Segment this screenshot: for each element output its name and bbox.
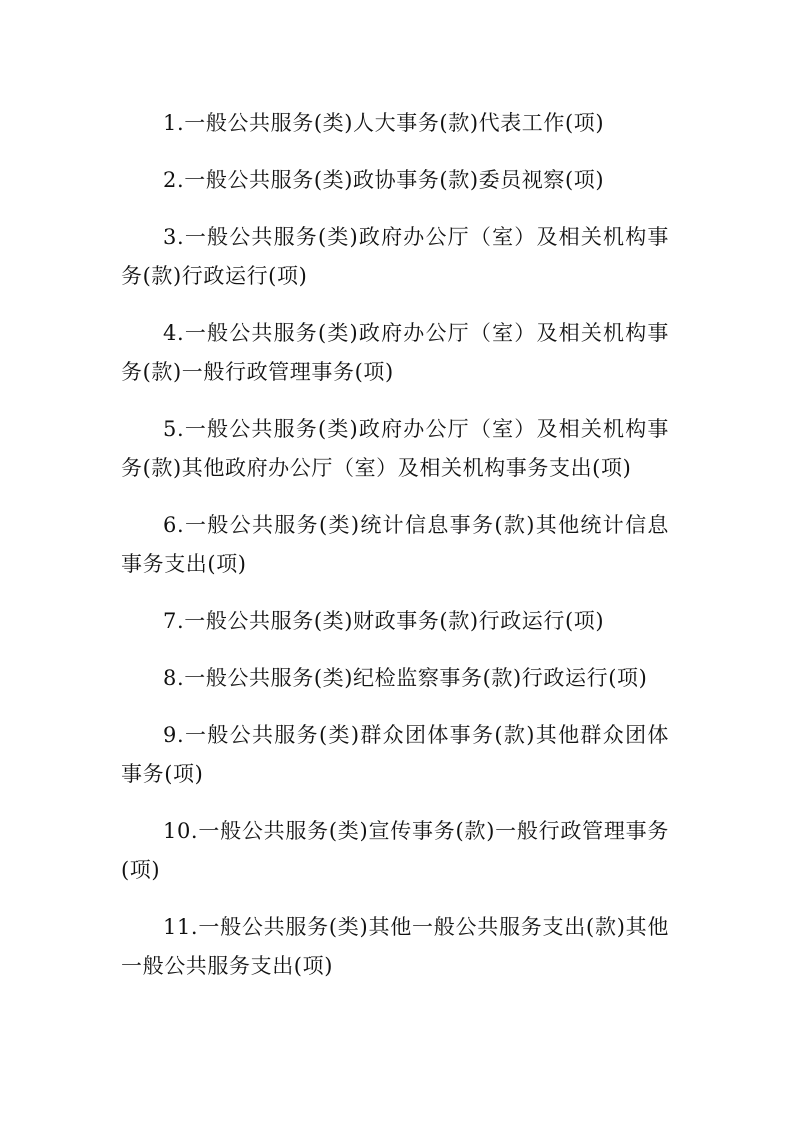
- list-item: 11.一般公共服务(类)其他一般公共服务支出(款)其他一般公共服务支出(项): [121, 915, 669, 978]
- list-item: 9.一般公共服务(类)群众团体事务(款)其他群众团体事务(项): [121, 723, 669, 786]
- list-item: 5.一般公共服务(类)政府办公厅（室）及相关机构事务(款)其他政府办公厅（室）及相关机构事务支出(项): [121, 417, 669, 480]
- list-item: 3.一般公共服务(类)政府办公厅（室）及相关机构事务(款)行政运行(项): [121, 225, 669, 288]
- list-item: 6.一般公共服务(类)统计信息事务(款)其他统计信息事务支出(项): [121, 513, 669, 576]
- expenditure-item-list: [121, 104, 669, 1004]
- list-item: 4.一般公共服务(类)政府办公厅（室）及相关机构事务(款)一般行政管理事务(项): [121, 321, 669, 384]
- list-item: 7.一般公共服务(类)财政事务(款)行政运行(项): [163, 609, 605, 633]
- list-item: 1.一般公共服务(类)人大事务(款)代表工作(项): [163, 111, 605, 135]
- list-item: 10.一般公共服务(类)宣传事务(款)一般行政管理事务(项): [121, 819, 669, 882]
- list-item: 2.一般公共服务(类)政协事务(款)委员视察(项): [163, 168, 605, 192]
- list-item: 8.一般公共服务(类)纪检监察事务(款)行政运行(项): [163, 666, 648, 690]
